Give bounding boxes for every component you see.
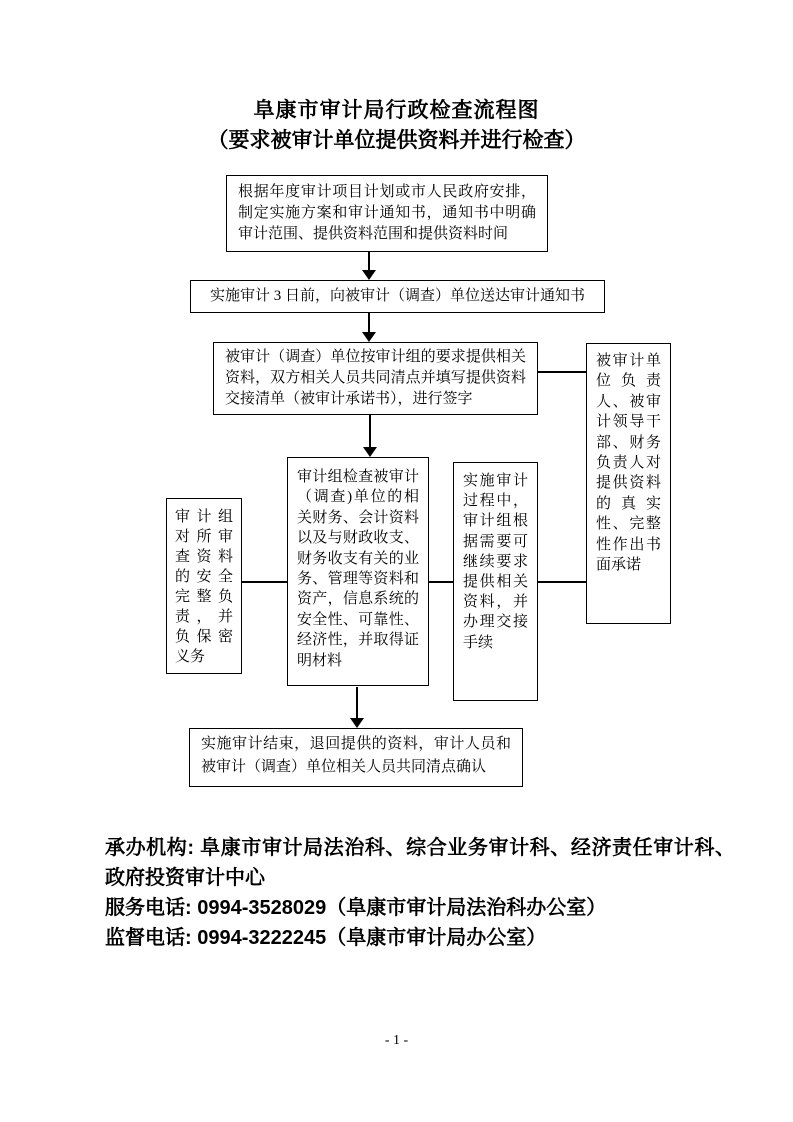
flow-box-continue-request: 实施审计过程中，审计组根据需要可继续要求提供相关资料，并办理交接手续: [453, 462, 538, 701]
arrow-head: [362, 332, 376, 342]
flow-box-return-materials: 实施审计结束，退回提供的资料，审计人员和被审计（调查）单位相关人员共同清点确认: [189, 728, 523, 787]
connector-confidential-to-inspect: [242, 581, 287, 583]
flow-arrow-down-icon: [363, 252, 375, 280]
footer-supervision-phone: 监督电话: 0994-3222245（阜康市审计局办公室）: [105, 927, 547, 949]
flow-box-plan: 根据年度审计项目计划或市人民政府安排，制定实施方案和审计通知书，通知书中明确审计范围、提供资料范围和提供资料时间: [226, 175, 548, 252]
arrow-head: [350, 718, 364, 728]
arrow-shaft: [368, 252, 370, 271]
flow-arrow-down-icon: [364, 415, 376, 457]
arrow-shaft: [356, 687, 358, 719]
flow-box-notice: 实施审计 3 日前，向被审计（调查）单位送达审计通知书: [190, 280, 605, 313]
flow-arrow-down-icon: [363, 313, 375, 342]
footer-contact-info: [105, 833, 735, 953]
page-number: - 1 -: [384, 1033, 409, 1048]
page-subtitle: （要求被审计单位提供资料并进行检查）: [207, 129, 586, 152]
arrow-head: [363, 447, 377, 457]
footer-service-phone: 服务电话: 0994-3528029（阜康市审计局法治科办公室）: [105, 897, 607, 919]
flow-box-written-commitment: 被审计单位负责人、被审计领导干部、财务负责人对提供资料的真实性、完整性作出书面承诺: [586, 343, 671, 624]
arrow-head: [362, 270, 376, 280]
connector-inspect-to-continue: [429, 581, 453, 583]
flow-box-confidentiality-duty: 审计组对所审查资料的安全完整负责，并负保密义务: [166, 498, 242, 674]
connector-continue-to-commitment: [538, 581, 586, 583]
flow-box-provide-materials: 被审计（调查）单位按审计组的要求提供相关资料，双方相关人员共同清点并填写提供资料交接清单（被审计承诺书），进行签字: [213, 342, 538, 415]
page-title: 阜康市审计局行政检查流程图: [253, 99, 540, 122]
arrow-shaft: [368, 313, 370, 333]
arrow-shaft: [369, 415, 371, 448]
flow-arrow-down-icon: [351, 687, 363, 728]
footer-agency: 承办机构: 阜康市审计局法治科、综合业务审计科、经济责任审计科、政府投资审计中心: [105, 837, 735, 889]
flow-box-inspection: 审计组检查被审计（调查)单位的相关财务、会计资料以及与财政收支、财务收支有关的业务、管理等资料和资产，信息系统的安全性、可靠性、经济性，并取得证明材料: [287, 457, 429, 686]
connector-provide-to-commitment: [538, 371, 586, 373]
